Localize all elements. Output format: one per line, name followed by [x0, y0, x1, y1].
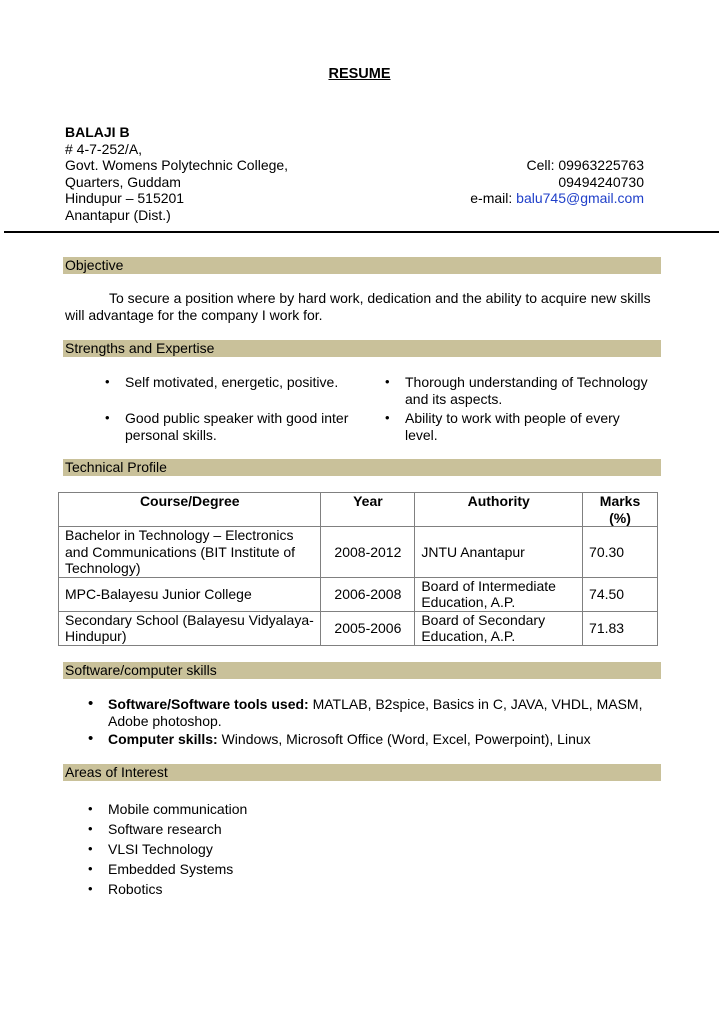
table-cell: 2008-2012 [321, 527, 415, 578]
bullet-icon: • [88, 695, 94, 712]
header-divider [4, 231, 719, 233]
list-item: • Good public speaker with good inter personal skills. [105, 410, 349, 443]
column-header: Year [321, 493, 415, 527]
list-item: • Self motivated, energetic, positive. [105, 374, 339, 390]
contact-block [384, 157, 644, 207]
interests-list [88, 801, 488, 901]
table-row [59, 577, 658, 611]
table-cell: 2006-2008 [321, 577, 415, 611]
bullet-icon: • [105, 410, 110, 425]
section-objective-heading: Objective [63, 257, 661, 274]
cell-number-alt: 09494240730 [558, 173, 644, 190]
table-cell: MPC-Balayesu Junior College [59, 577, 321, 611]
table-row [59, 611, 658, 645]
bullet-icon: • [88, 801, 93, 816]
candidate-name: BALAJI B [65, 124, 130, 140]
skill-text: MATLAB, B2spice, Basics in C, JAVA, VHDL, MASM, Adobe photoshop. [108, 696, 643, 729]
section-technical-heading: Technical Profile [63, 459, 661, 476]
bullet-icon: • [88, 821, 93, 836]
section-software-heading: Software/computer skills [63, 662, 661, 679]
table-cell: Board of Intermediate Education, A.P. [415, 577, 583, 611]
email-link[interactable]: balu745@gmail.com [516, 190, 644, 206]
list-item [88, 731, 678, 748]
table-cell: 70.30 [583, 527, 658, 578]
address-line: # 4-7-252/A, [65, 140, 143, 157]
address-line: Hindupur – 515201 [65, 190, 185, 206]
section-strengths-heading: Strengths and Expertise [63, 340, 661, 357]
bullet-icon: • [88, 881, 93, 896]
column-header: Marks (%) [583, 493, 658, 527]
skill-text: Windows, Microsoft Office (Word, Excel, Powerpoint), Linux [217, 731, 591, 747]
email-label: e-mail: [470, 190, 513, 206]
address-line: Govt. Womens Polytechnic College, [65, 157, 289, 173]
list-item: • VLSI Technology [88, 841, 213, 857]
cell-number: Cell: 09963225763 [526, 157, 644, 173]
bullet-icon: • [88, 841, 93, 856]
table-cell: 2005-2006 [321, 611, 415, 645]
list-item [88, 696, 678, 729]
list-item: • Ability to work with people of every level. [385, 410, 620, 443]
table-cell: Board of Secondary Education, A.P. [415, 611, 583, 645]
address-line: Anantapur (Dist.) [65, 206, 171, 223]
bullet-icon: • [385, 374, 390, 389]
list-item: • Embedded Systems [88, 861, 234, 877]
strengths-list-right [385, 374, 655, 444]
table-cell: 71.83 [583, 611, 658, 645]
objective-text: To secure a position where by hard work, dedication and the ability to acquire new skills will advantage for the company I work for. [65, 290, 651, 323]
skill-label: Computer skills: [108, 731, 218, 747]
list-item: • Robotics [88, 881, 163, 897]
list-item: • Software research [88, 821, 222, 837]
bullet-icon: • [88, 861, 93, 876]
list-item: • Thorough understanding of Technology and its aspects. [385, 374, 648, 407]
address-block [65, 124, 425, 223]
software-skills-list [88, 696, 678, 750]
table-cell: Bachelor in Technology – Electronics and Communications (BIT Institute of Technology) [59, 527, 321, 578]
table-cell: Secondary School (Balayesu Vidyalaya-Hindupur) [59, 611, 321, 645]
email-line [384, 190, 644, 207]
bullet-icon: • [105, 374, 110, 389]
table-header-row [59, 493, 658, 527]
list-item: • Mobile communication [88, 801, 248, 817]
resume-title: RESUME [328, 66, 391, 82]
column-header: Authority [415, 493, 583, 527]
skill-label: Software/Software tools used: [108, 696, 309, 712]
strengths-list-left [105, 374, 355, 444]
bullet-icon: • [88, 730, 94, 747]
section-interests-heading: Areas of Interest [63, 764, 661, 781]
table-row [59, 527, 658, 578]
technical-profile-table [58, 492, 658, 646]
address-line: Quarters, Guddam [65, 173, 181, 190]
table-cell: 74.50 [583, 577, 658, 611]
bullet-icon: • [385, 410, 390, 425]
table-cell: JNTU Anantapur [415, 527, 583, 578]
column-header: Course/Degree [59, 493, 321, 527]
